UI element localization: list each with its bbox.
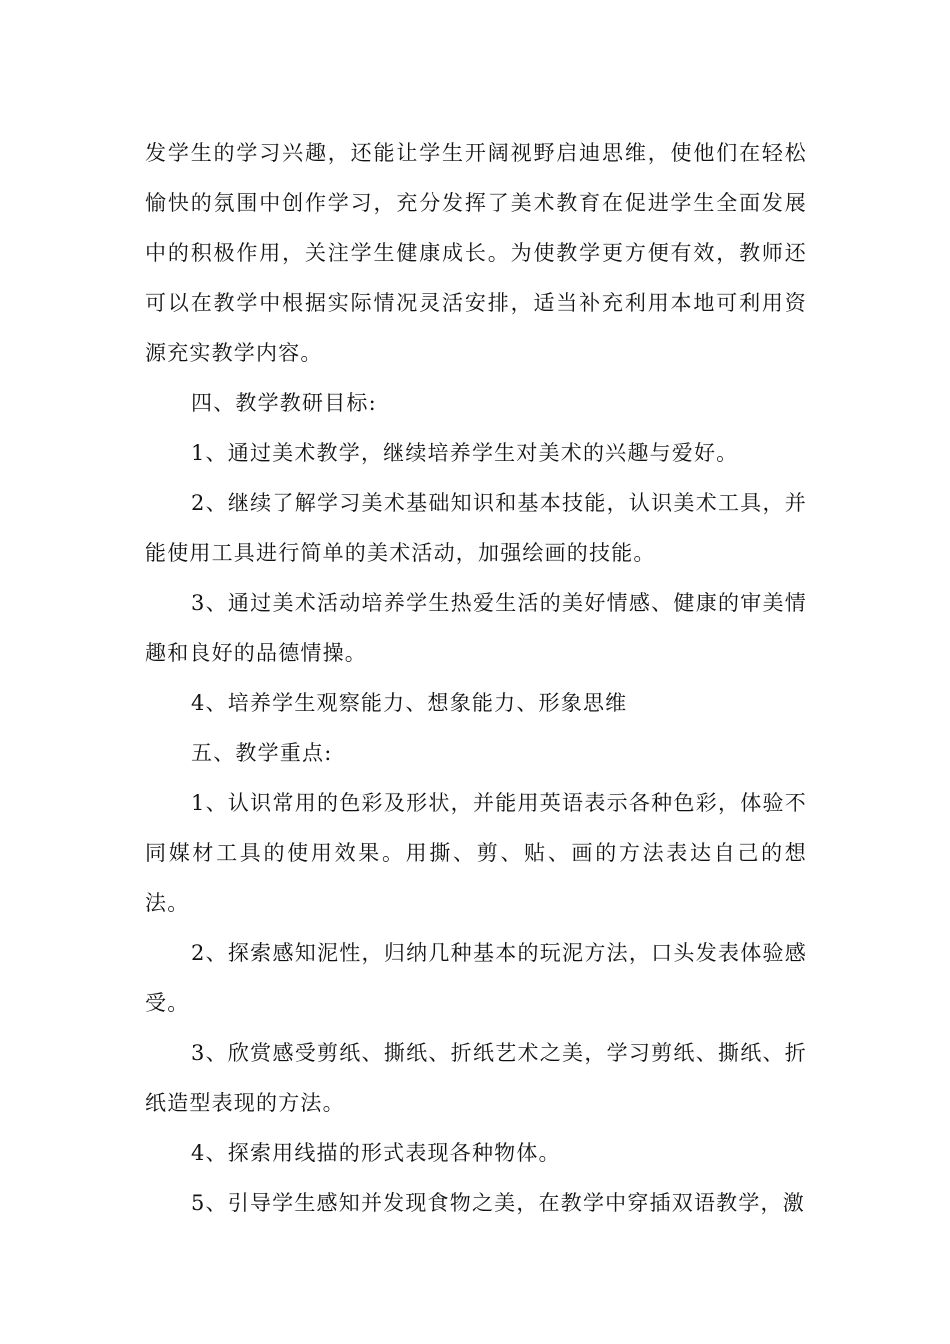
document-body xyxy=(145,128,807,1228)
section-heading-key-points: 五、教学重点: xyxy=(191,741,333,765)
goal-item-2: 2、继续了解学习美术基础知识和基本技能，认识美术工具，并能使用工具进行简单的美术活动，加强绘画的技能。 xyxy=(145,491,807,565)
goal-item-1: 1、通过美术教学，继续培养学生对美术的兴趣与爱好。 xyxy=(191,441,739,465)
key-point-item-4: 4、探索用线描的形式表现各种物体。 xyxy=(191,1141,561,1165)
goal-item-3: 3、通过美术活动培养学生热爱生活的美好情感、健康的审美情趣和良好的品德情操。 xyxy=(145,591,807,665)
paragraph-continuation: 发学生的学习兴趣，还能让学生开阔视野启迪思维，使他们在轻松愉快的氛围中创作学习，充分发挥了美术教育在促进学生全面发展中的积极作用，关注学生健康成长。为使教学更方便有效，教师还可以在教学中根据实际情况灵活安排，适当补充利用本地可利用资源充实教学内容。 xyxy=(145,141,807,365)
section-heading-teaching-goals: 四、教学教研目标: xyxy=(191,391,377,415)
key-point-item-3: 3、欣赏感受剪纸、撕纸、折纸艺术之美，学习剪纸、撕纸、折纸造型表现的方法。 xyxy=(145,1041,807,1115)
key-point-item-2: 2、探索感知泥性，归纳几种基本的玩泥方法，口头发表体验感受。 xyxy=(145,941,807,1015)
key-point-item-1: 1、认识常用的色彩及形状，并能用英语表示各种色彩，体验不同媒材工具的使用效果。用撕、剪、贴、画的方法表达自己的想法。 xyxy=(145,791,807,915)
key-point-item-5: 5、引导学生感知并发现食物之美，在教学中穿插双语教学，激 xyxy=(191,1191,805,1215)
goal-item-4: 4、培养学生观察能力、想象能力、形象思维 xyxy=(191,691,628,715)
